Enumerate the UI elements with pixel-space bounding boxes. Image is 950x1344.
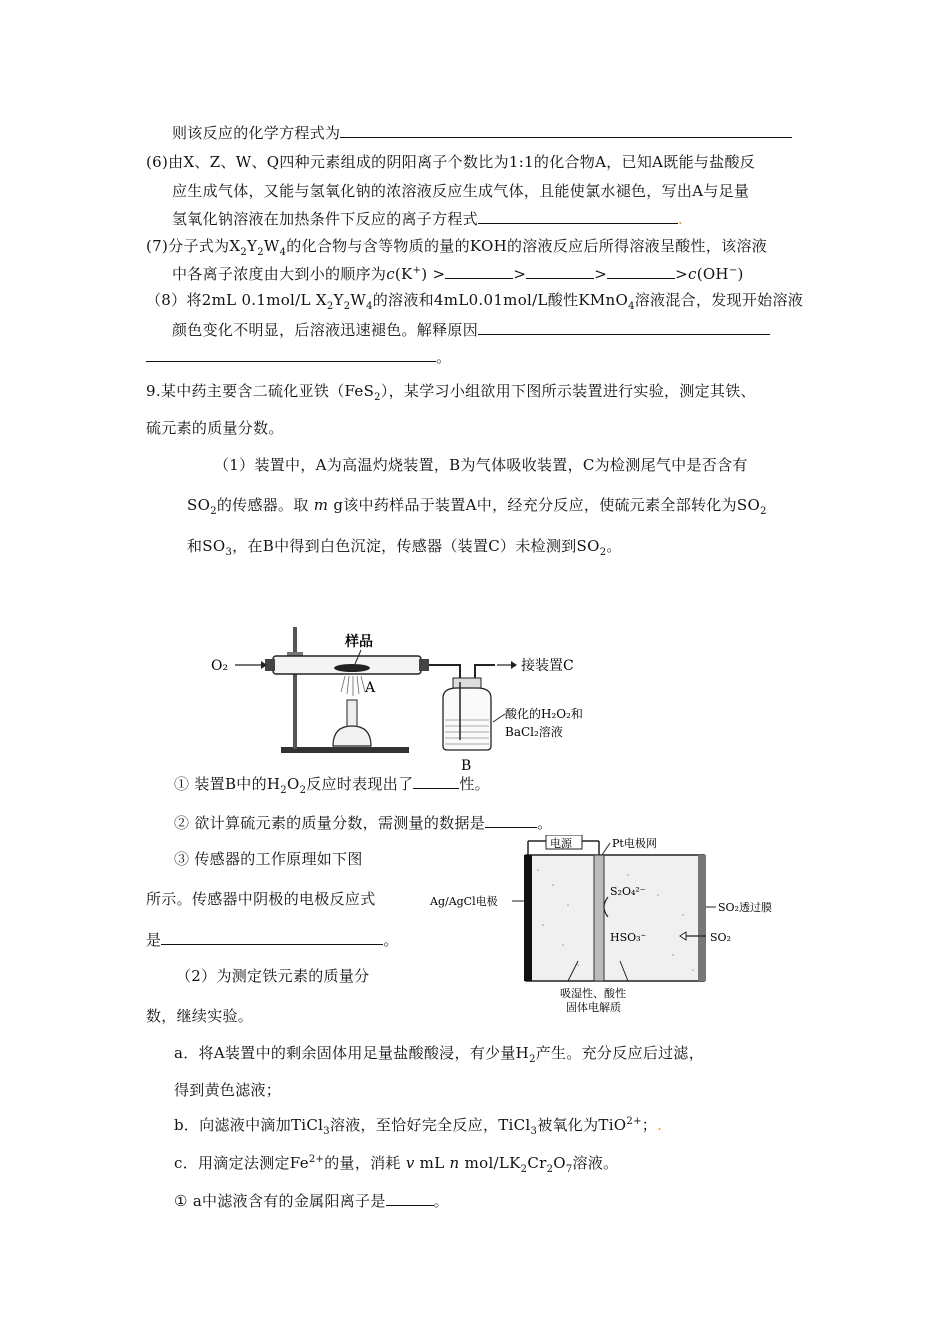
pt-label: Pt电极网 [612, 837, 657, 850]
electrolyte-label-1: 吸湿性、酸性 [560, 987, 626, 1000]
sample-powder [334, 664, 370, 672]
answer-blank[interactable] [478, 208, 678, 224]
q9-p1-line2: $SO_2$的传感器。取 m g该中药样品于装置A中，经充分反应，使硫元素全部转化为$SO_2$ [187, 496, 767, 517]
q9-s3-line2: 所示。传感器中阴极的电极反应式 [146, 890, 376, 908]
gas-bottle [443, 688, 491, 750]
q9-intro-line1: 9.某中药主要含二硫化亚铁（FeS$_2$），某学习小组欲用下图所示装置进行实验，测定其铁、 [146, 382, 756, 403]
to-c-label: 接装置C [521, 658, 574, 674]
hso3-label: HSO₃⁻ [610, 931, 647, 944]
electrolyte-label-2: 固体电解质 [566, 1001, 621, 1014]
membrane-label: SO₂透过膜 [718, 901, 772, 914]
agcl-electrode [524, 855, 532, 981]
label-b: B [461, 758, 472, 774]
q8-p8-line3: 。 [146, 346, 451, 367]
answer-blank[interactable] [485, 812, 537, 828]
q8-line1: 则该反应的化学方程式为 [172, 122, 792, 143]
answer-blank[interactable] [607, 263, 675, 279]
answer-blank[interactable] [340, 122, 792, 138]
q8-p7-line1: (7)分子式为$X_2Y_2W_4$的化合物与含等物质的量的KOH的溶液反应后所得溶液呈酸性，该溶液 [146, 237, 768, 258]
s2o4-label: S₂O₄²⁻ [610, 885, 646, 898]
o2-label: O₂ [211, 658, 229, 674]
sample-label: 样品 [345, 634, 373, 650]
answer-blank[interactable] [161, 929, 383, 945]
flame [341, 676, 365, 696]
q8-p6-line3: 氢氧化钠溶液在加热条件下反应的离子方程式 . [172, 210, 684, 228]
so2-membrane [698, 855, 706, 981]
burner [347, 700, 357, 728]
agcl-label: Ag/AgCl电极 [430, 895, 498, 908]
q8-p7-line2: 中各离子浓度由大到小的顺序为c(K+) > > > >c(OH−) [172, 265, 744, 283]
so2-label: SO₂ [710, 931, 731, 944]
q9-s3-line1: ③ 传感器的工作原理如下图 [174, 850, 363, 868]
q9-a-line2: 得到黄色滤液； [174, 1081, 282, 1099]
solution-label-1: 酸化的H₂O₂和 [505, 707, 583, 721]
q8-p8-line1: （8）将2mL 0.1mol/L $X_2Y_2W_4$的溶液和4mL0.01mol/L酸性KMnO$_4$溶液混合，发现开始溶液 [146, 291, 804, 312]
q9-c-line1: c．用滴定法测定$Fe^{2+}$的量，消耗 v mL n mol/$LK_2Cr_2O_7$溶液。 [174, 1154, 619, 1175]
q8-p6-line2: 应生成气体，又能与氢氧化钠的浓溶液反应生成气体，且能使氯水褪色，写出A与足量 [172, 182, 750, 200]
answer-blank[interactable] [445, 263, 513, 279]
answer-blank[interactable] [526, 263, 594, 279]
answer-blank[interactable] [413, 773, 459, 789]
sensor-diagram [428, 835, 828, 1015]
q9-p2-line1: （2）为测定铁元素的质量分 [176, 967, 370, 985]
q8-p6-line1: (6)由X、Z、W、Q四种元素组成的阴阳离子个数比为1:1的化合物A，已知A既能与盐酸反 [146, 153, 756, 171]
q9-p1-line1: （1）装置中，A为高温灼烧装置，B为气体吸收装置，C为检测尾气中是否含有 [214, 456, 748, 474]
pt-mesh [594, 855, 604, 981]
stand-rod [293, 627, 297, 749]
q9-p1-line3: 和$SO_3$，在B中得到白色沉淀，传感器（装置C）未检测到$SO_2$。 [187, 537, 622, 558]
answer-blank[interactable] [478, 319, 770, 335]
electrolyte-box [526, 855, 704, 981]
apparatus-diagram [205, 622, 600, 777]
q9-s1: ① 装置B中的$H_2O_2$反应时表现出了 性。 [174, 775, 490, 796]
q8-p8-line2: 颜色变化不明显，后溶液迅速褪色。解释原因 [172, 319, 770, 340]
q9-s3-line3: 是 。 [146, 931, 399, 949]
q9-b-line1: b．向滤液中滴加TiCl$_3$溶液，至恰好完全反应，TiCl$_3$被氧化为TiO$^{2+}$；. [174, 1116, 663, 1137]
q9-a-line1: a．将A装置中的剩余固体用足量盐酸酸浸，有少量$H_2$产生。充分反应后过滤， [174, 1044, 705, 1065]
q9-q1: ① a中滤液含有的金属阳离子是 。 [174, 1192, 449, 1210]
q9-intro-line2: 硫元素的质量分数。 [146, 419, 284, 437]
label-a: A [365, 680, 376, 696]
solution-label-2: BaCl₂溶液 [505, 725, 563, 739]
answer-blank[interactable] [386, 1190, 434, 1206]
power-label: 电源 [550, 837, 572, 850]
stand-base [281, 747, 409, 753]
answer-blank[interactable] [146, 346, 436, 362]
q9-s2: ② 欲计算硫元素的质量分数，需测量的数据是 。 [174, 814, 553, 832]
q9-p2-line2: 数，继续实验。 [146, 1007, 254, 1025]
